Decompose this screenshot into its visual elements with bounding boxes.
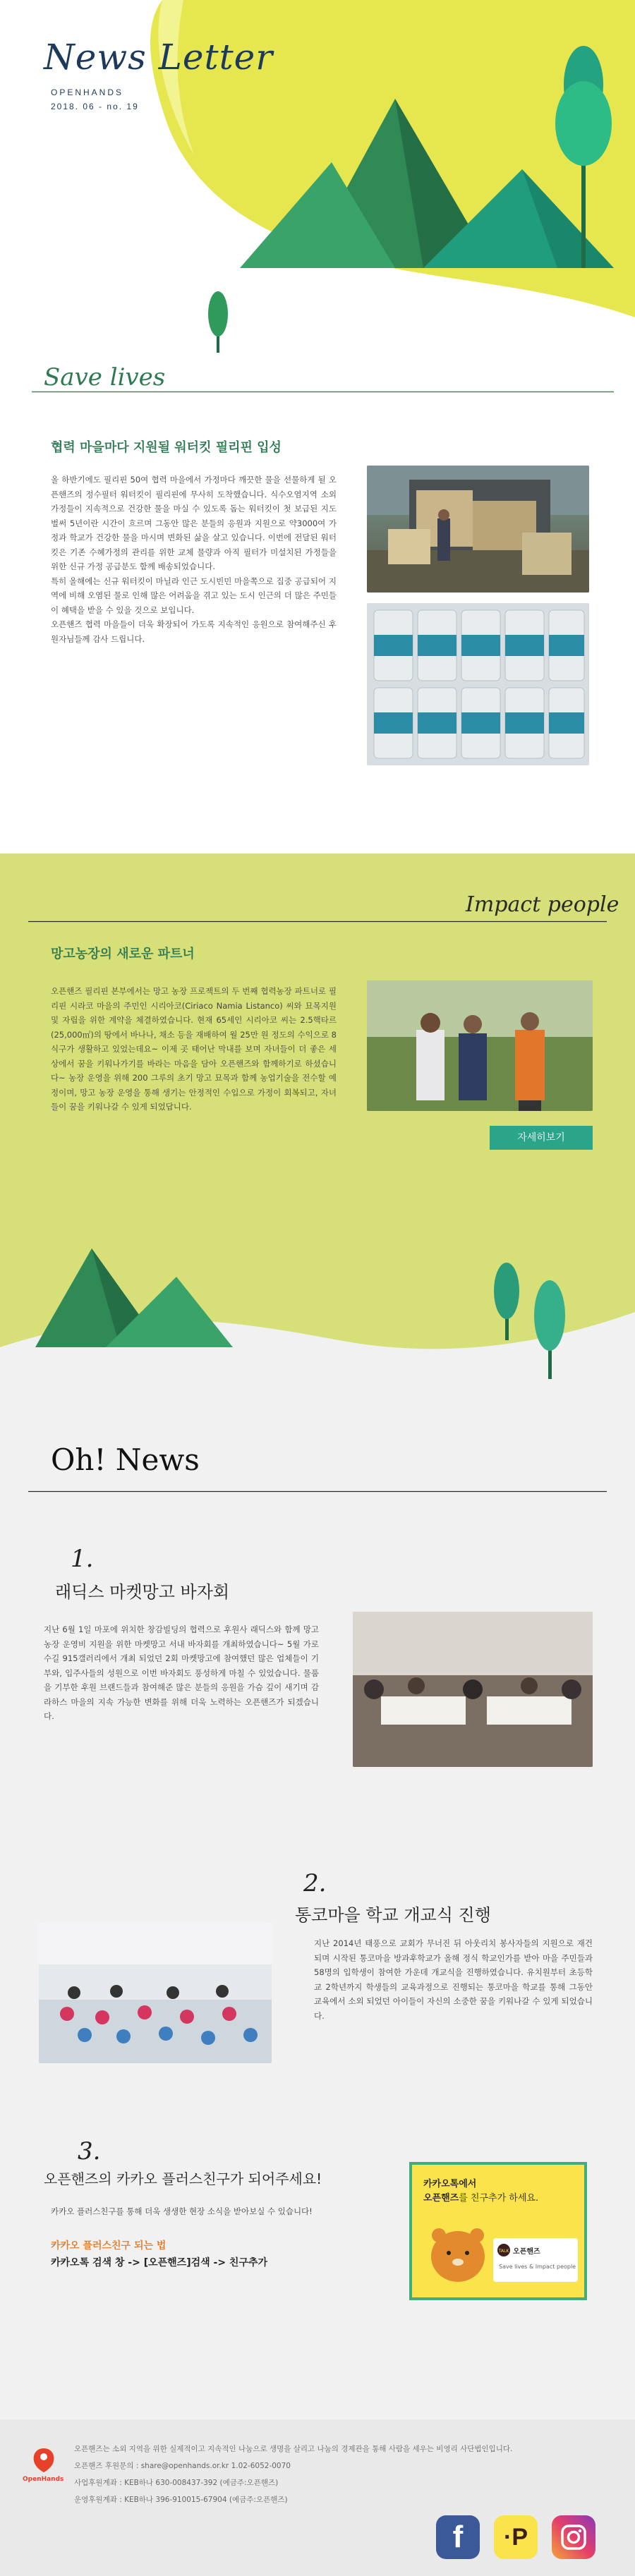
divider-line	[32, 391, 614, 393]
photo-water-kits	[367, 603, 589, 765]
save-lives-label: Save lives	[44, 363, 166, 391]
kakao-channel-name: 오픈핸즈	[513, 2248, 540, 2256]
header-section	[0, 0, 635, 367]
photo-school-opening	[39, 1922, 272, 2063]
impact-people-label: Impact people	[466, 892, 619, 917]
kakao-card[interactable]	[409, 2162, 587, 2300]
instagram-icon[interactable]	[552, 2515, 595, 2559]
newsletter-title: News Letter	[44, 37, 274, 78]
impact-body: 오픈핸즈 필리핀 본부에서는 망고 농장 프로젝트의 두 번째 협력농장 파트너로 필리핀 시라코 마을의 주민인 시리아코(Ciriaco Namia Listanco) 씨와 묘목지원 및 자립을 위한 계약을 체결하였습니다. 현재 65세인 시리아코 씨는 2.5핵타르 (25,000㎡)의 땅에서 바나나, 채소 등을 재배하여 월 25만 원 정도의 수익으로 8식구가 생활하고 있었는데요~ 이제 곳 태어난 막내를 보며 자녀들이 더 좋은 세상에서 꿈을 키워나가기를 바라는 마음을 담아 오픈핸즈와 함께하기로 하셨습니다~ 농장 운영을 위해 200 그루의 초기 망고 묘목과 함께 농업기술을 전수할 예정이며, 망고 농장 운영을 통해 생기는 안정적인 수입으로 가정이 회복되고, 자녀들이 꿈을 키워나갈 수 있게 되었답니다.	[51, 986, 337, 1112]
news-item-body: 지난 6월 1일 마포에 위치한 창감빌딩의 협력으로 후원사 래딕스와 함께 망고농장 운영비 지원을 위한 마켓망고 서내 바자회를 개최하였습니다~ 5월 가로수길 915갤러리에서 개최 되었던 2회 마켓망고에 참여했던 많은 업체들이 기부와, 입주사들의 성원으로 이번 바자회도 풍성하게 마칠 수 있었습니다. 물품을 기부한 후원 브랜드들과 참여해준 많은 분들의 응원을 가슴 깊이 새기며 감라하스 마을의 지속 가능한 변화를 위해 더욱 노력하는 오픈핸즈가 되겠습니다.	[44, 1624, 319, 1721]
kakao-talk-icon	[497, 2244, 510, 2256]
footer-line: 운영후원계좌 : KEB하나 396-910015-67904 (예금주:오픈핸즈)	[74, 2496, 288, 2504]
kakao-howto: 카카오톡 검색 창 -> [오픈핸즈]검색 -> 친구추가	[51, 2257, 268, 2268]
kakao-channel-box	[493, 2238, 578, 2282]
kakao-card-line1: 카카오톡에서	[423, 2179, 477, 2189]
save-lives-paragraph: 특히 올해에는 신규 워터킷이 마닐라 인근 도시빈민 마을쪽으로 집중 공급되어 지역에 비해 오염된 물로 인해 많은 어려움을 겪고 있는 도시 인근의 더 많은 주민들이 혜택을 받을 수 있을 것으로 보입니다.	[51, 576, 337, 615]
news-item-number: 1.	[71, 1545, 94, 1573]
news-item-number: 3.	[78, 2137, 101, 2165]
impact-section	[0, 853, 635, 1400]
facebook-icon[interactable]: f	[436, 2515, 480, 2559]
news-divider	[28, 1490, 607, 1493]
save-lives-title: 협력 마을마다 지원될 워터킷 필리핀 입성	[51, 440, 282, 455]
news-item-title: 래딕스 마켓망고 바자회	[55, 1582, 230, 1602]
news-item-title: 오픈핸즈의 카카오 플러스친구가 되어주세요!	[44, 2170, 322, 2187]
news-section	[0, 1400, 635, 2419]
photo-mango-partner	[367, 980, 593, 1111]
save-lives-paragraph: 오픈핸즈 협력 마을들이 더욱 확장되어 가도록 지속적인 응원으로 참여해주신 후원자님들께 감사 드립니다.	[51, 619, 337, 644]
kakao-plus-icon[interactable]: ·P	[494, 2515, 538, 2559]
footer-line: 오픈핸즈는 소외 지역을 위한 실제적이고 지속적인 나눔으로 생명을 살리고 나눔의 경제관을 통해 사람을 세우는 비영리 사단법인입니다.	[74, 2445, 513, 2453]
kakao-card-line2-rest: 를 친구추가 하세요.	[459, 2193, 539, 2204]
oh-news-label: Oh! News	[51, 1442, 200, 1477]
save-lives-paragraph: 올 하반기에도 필리핀 50여 협력 마을에서 가정마다 깨끗한 물을 선물하게 될 오픈핸즈의 정수필터 워터킷이 필리핀에 무사히 도착했습니다. 식수오염지역 소외가정들이 지속적으로 건강한 물을 마실 수 있도록 돕는 워터킷이 첫 보급된 지도 벌써 5년이란 시간이 흐르며 그동안 많은 분들의 응원과 지원으로 약3000여 가정과 학교가 건강한 물을 마시며 변화된 삶을 살고 있습니다. 이번에 전달된 워터킷은 기존 수혜가정의 관리를 위한 교체 물량과 아직 필터가 미설치된 가정들을 위한 신규 가정 공급분도 함께 배송되었습니다.	[51, 475, 337, 571]
footer	[0, 2419, 635, 2576]
photo-bazaar	[353, 1612, 593, 1767]
news-item-body: 지난 2014년 태풍으로 교회가 무너진 뒤 아웃리치 봉사자들의 지원으로 재건되며 시작된 통코마을 방과후학교가 올해 정식 학교인가를 받아 마을 주민들과 58명의 입학생이 참여한 가운데 개교식을 진행하였습니다. 유치원부터 초등학교 2학년까지 학생들의 교육과정으로 진행되는 통코마을 학교를 통해 그동안 교육에서 소외 되었던 아이들이 자신의 소중한 꿈을 키워나갈 수 있게 되었습니다.	[314, 1938, 593, 2021]
openhands-logo-icon	[28, 2444, 59, 2475]
news-item-title: 통코마을 학교 개교식 진행	[295, 1905, 491, 1925]
kakao-channel-tagline: Save lives & Impact people	[499, 2264, 576, 2270]
kakao-card-line2	[423, 2190, 538, 2204]
photo-watkit-delivery	[367, 466, 589, 593]
org-name: OPENHANDS	[51, 87, 124, 97]
svg-text:TALK: TALK	[498, 2249, 509, 2254]
news-item-body: 카카오 플러스친구를 통해 더욱 생생한 현장 소식을 받아보실 수 있습니다!	[51, 2206, 313, 2216]
kakao-card-name: 오픈핸즈	[423, 2193, 459, 2204]
kakao-howto-title: 카카오 플러스친구 되는 법	[51, 2240, 167, 2252]
impact-title: 망고농장의 새로운 파트너	[51, 947, 195, 961]
footer-line: 사업후원계좌 : KEB하나 630-008437-392 (예금주:오픈핸즈)	[74, 2479, 279, 2487]
issue-number: 2018. 06 - no. 19	[51, 102, 139, 111]
kakao-character-icon	[426, 2214, 490, 2285]
more-button[interactable]: 자세히보기	[490, 1126, 593, 1150]
footer-info	[74, 2441, 617, 2508]
openhands-logo-text: OpenHands	[23, 2476, 64, 2483]
footer-line: 오픈핸즈 후원문의 : share@openhands.or.kr 1.02-6052-0070	[74, 2462, 291, 2470]
impact-divider	[28, 921, 607, 923]
news-item-number: 2.	[303, 1869, 327, 1897]
save-lives-body	[51, 473, 337, 646]
